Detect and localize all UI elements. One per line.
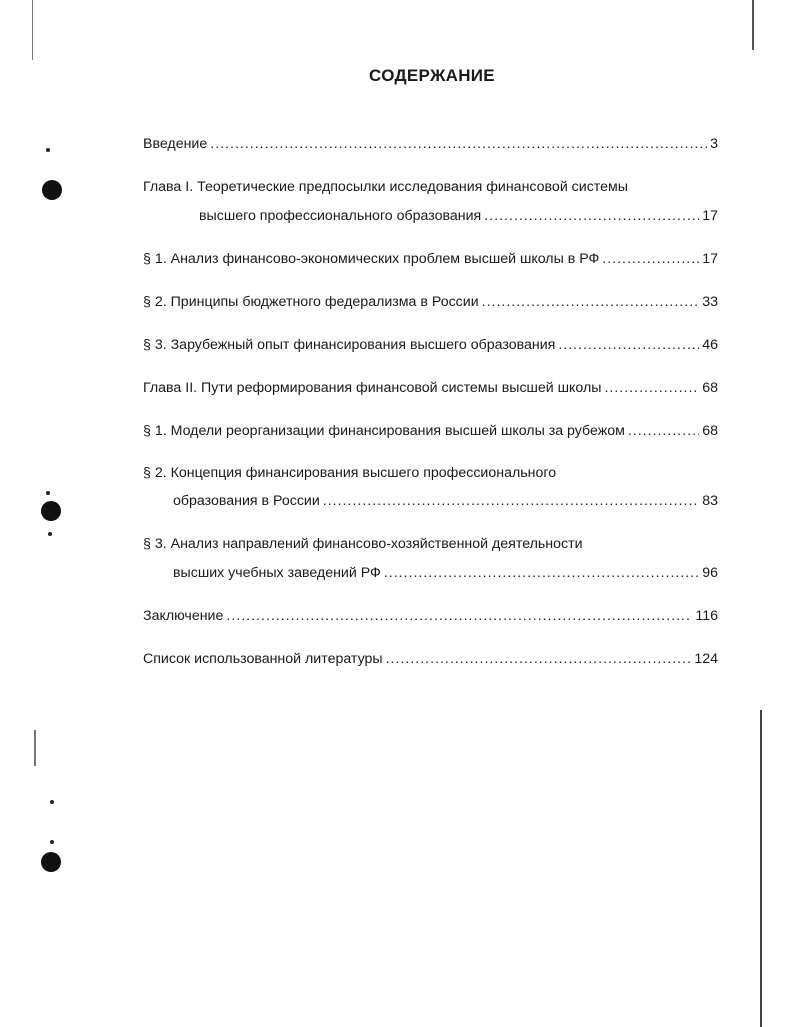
table-of-contents — [143, 134, 718, 670]
toc-entry-conclusion[interactable] — [143, 606, 718, 627]
punch-hole — [42, 180, 62, 200]
toc-entry-label: Глава I. Теоретические предпосылки исследования финансовой системы — [143, 179, 628, 195]
toc-page-number: 96 — [702, 565, 718, 581]
toc-page-number: 68 — [702, 423, 718, 439]
scan-edge-line — [760, 710, 762, 1027]
dot-leader — [628, 421, 699, 442]
toc-entry-label-continued: образования в России — [173, 493, 320, 509]
dot-leader — [384, 563, 699, 584]
toc-entry-label: § 3. Анализ направлений финансово-хозяйственной деятельности — [143, 536, 583, 552]
dot-leader — [484, 206, 699, 227]
toc-page-number: 68 — [702, 380, 718, 396]
toc-entry-label: § 1. Модели реорганизации финансирования высшей школы за рубежом — [143, 423, 625, 439]
scan-speck — [50, 840, 54, 844]
toc-page-number: 83 — [702, 493, 718, 509]
punch-hole — [41, 501, 61, 521]
toc-entry-ch1-sec3[interactable] — [143, 335, 718, 356]
toc-entry-introduction[interactable] — [143, 134, 718, 155]
dot-leader — [604, 378, 699, 399]
dot-leader — [482, 292, 700, 313]
dot-leader — [386, 649, 692, 670]
scan-speck — [50, 800, 54, 804]
toc-entry-chapter-1[interactable] — [143, 177, 718, 227]
toc-page-number: 17 — [702, 208, 718, 224]
toc-page-number: 116 — [695, 608, 718, 624]
scan-speck — [46, 148, 50, 152]
toc-page-number: 124 — [694, 651, 718, 667]
toc-entry-label: Глава II. Пути реформирования финансовой системы высшей школы — [143, 380, 602, 396]
dot-leader — [323, 491, 699, 512]
toc-page-number: 17 — [702, 251, 718, 267]
scan-edge-line — [752, 0, 754, 50]
toc-entry-label: § 3. Зарубежный опыт финансирования высшего образования — [143, 337, 556, 353]
toc-entry-label: Введение — [143, 136, 208, 152]
punch-hole — [41, 852, 61, 872]
toc-entry-ch2-sec2[interactable] — [143, 463, 718, 512]
dot-leader — [558, 335, 699, 356]
toc-page-number: 33 — [702, 294, 718, 310]
toc-entry-label-continued: высших учебных заведений РФ — [173, 565, 381, 581]
toc-page-number: 3 — [710, 136, 718, 152]
toc-entry-label: Заключение — [143, 608, 224, 624]
toc-page-number: 46 — [702, 337, 718, 353]
toc-entry-ch1-sec1[interactable] — [143, 249, 718, 270]
scan-speck — [48, 532, 52, 536]
page-title: СОДЕРЖАНИЕ — [369, 66, 495, 85]
dot-leader — [226, 606, 692, 627]
toc-entry-label-continued: высшего профессионального образования — [199, 208, 482, 224]
scan-speck — [46, 491, 50, 495]
dot-leader — [602, 249, 699, 270]
toc-entry-label: § 1. Анализ финансово-экономических проблем высшей школы в РФ — [143, 251, 600, 267]
toc-entry-chapter-2[interactable] — [143, 378, 718, 399]
toc-entry-ch2-sec1[interactable] — [143, 421, 718, 442]
toc-entry-label: § 2. Концепция финансирования высшего профессионального — [143, 465, 557, 481]
toc-entry-label: Список использованной литературы — [143, 651, 383, 667]
scan-edge-line — [32, 0, 33, 60]
toc-entry-label: § 2. Принципы бюджетного федерализма в России — [143, 294, 479, 310]
dot-leader — [210, 134, 707, 155]
scan-edge-line — [34, 730, 36, 766]
toc-entry-references[interactable] — [143, 649, 718, 670]
toc-entry-ch2-sec3[interactable] — [143, 534, 718, 584]
toc-entry-ch1-sec2[interactable] — [143, 292, 718, 313]
